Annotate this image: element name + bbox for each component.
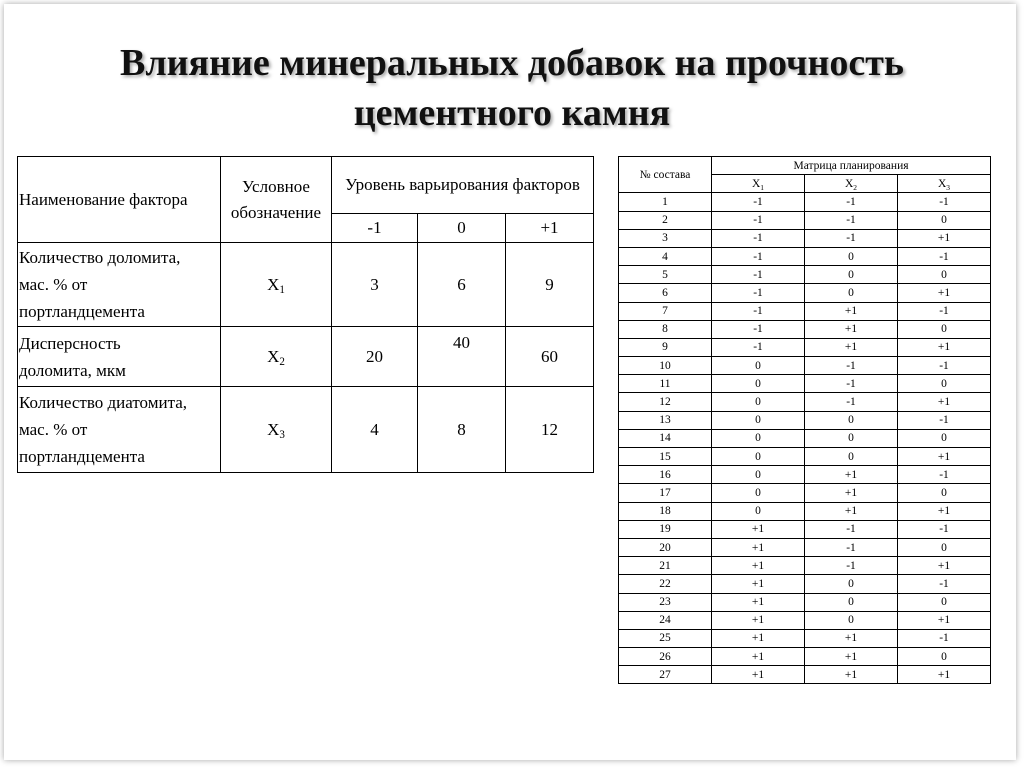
matrix-cell-level: +1 — [712, 648, 805, 666]
matrix-cell-num: 17 — [619, 484, 712, 502]
factor-name-line: портландцемента — [19, 447, 145, 466]
matrix-cell-level: +1 — [712, 593, 805, 611]
matrix-cell-level: +1 — [712, 666, 805, 684]
matrix-cell-level: +1 — [898, 393, 991, 411]
matrix-cell-level: 0 — [712, 375, 805, 393]
matrix-cell-level: -1 — [805, 357, 898, 375]
matrix-row — [619, 211, 991, 229]
matrix-cell-level: +1 — [712, 557, 805, 575]
matrix-row — [619, 229, 991, 247]
factor-name — [18, 243, 221, 327]
matrix-cell-level: -1 — [898, 193, 991, 211]
matrix-cell-level: -1 — [898, 575, 991, 593]
matrix-row — [619, 357, 991, 375]
matrix-header-num: № состава — [619, 157, 712, 193]
factors-row — [18, 327, 594, 387]
matrix-row — [619, 648, 991, 666]
factor-symbol — [221, 327, 332, 387]
matrix-cell-level: -1 — [805, 557, 898, 575]
matrix-cell-level: 0 — [805, 429, 898, 447]
matrix-cell-level: -1 — [898, 629, 991, 647]
matrix-row — [619, 448, 991, 466]
matrix-cell-level: 0 — [712, 393, 805, 411]
matrix-cell-level: +1 — [805, 466, 898, 484]
slide-title — [0, 38, 1024, 138]
factors-header-levels: Уровень варьирования факторов — [332, 157, 594, 214]
matrix-cell-level: 0 — [805, 611, 898, 629]
slide-title-line1: Влияние минеральных добавок на прочность — [119, 42, 905, 84]
matrix-cell-level: +1 — [712, 575, 805, 593]
matrix-row — [619, 575, 991, 593]
factor-symbol-letter: X — [267, 346, 280, 366]
matrix-cell-level: 0 — [898, 429, 991, 447]
matrix-row — [619, 484, 991, 502]
factor-name — [18, 327, 221, 387]
factor-value: 12 — [506, 387, 594, 473]
factor-symbol — [221, 243, 332, 327]
matrix-row — [619, 375, 991, 393]
matrix-cell-level: 0 — [805, 448, 898, 466]
matrix-var-letter: X — [844, 177, 854, 190]
matrix-cell-level: -1 — [712, 338, 805, 356]
matrix-cell-level: -1 — [805, 520, 898, 538]
factors-row — [18, 387, 594, 473]
factor-name-line: доломита, мкм — [19, 360, 126, 380]
matrix-cell-level: +1 — [898, 611, 991, 629]
matrix-header-title: Матрица планирования — [712, 157, 991, 175]
matrix-cell-level: -1 — [898, 520, 991, 538]
matrix-cell-num: 6 — [619, 284, 712, 302]
matrix-cell-level: 0 — [898, 320, 991, 338]
matrix-cell-level: +1 — [805, 320, 898, 338]
matrix-cell-level: -1 — [805, 211, 898, 229]
factor-value: 6 — [418, 243, 506, 327]
matrix-cell-level: 0 — [898, 648, 991, 666]
matrix-row — [619, 302, 991, 320]
factor-name-line: Дисперсность — [19, 333, 121, 353]
matrix-cell-level: -1 — [712, 302, 805, 320]
matrix-cell-level: -1 — [712, 284, 805, 302]
matrix-row — [619, 247, 991, 265]
matrix-cell-level: -1 — [712, 211, 805, 229]
factor-name — [18, 387, 221, 473]
matrix-var-letter: X — [751, 177, 761, 190]
matrix-row — [619, 557, 991, 575]
matrix-row — [619, 411, 991, 429]
level-plus1: +1 — [506, 214, 594, 243]
matrix-var — [805, 175, 898, 193]
matrix-var — [712, 175, 805, 193]
factors-header-row — [18, 157, 594, 214]
factor-name-line: Количество диатомита, — [19, 393, 188, 412]
matrix-cell-num: 5 — [619, 266, 712, 284]
matrix-row — [619, 266, 991, 284]
matrix-cell-level: 0 — [898, 593, 991, 611]
matrix-cell-level: 0 — [805, 575, 898, 593]
matrix-cell-level: +1 — [712, 629, 805, 647]
matrix-cell-level: +1 — [712, 538, 805, 556]
matrix-cell-level: +1 — [898, 666, 991, 684]
factors-header-name: Наименование фактора — [18, 157, 221, 243]
matrix-cell-level: +1 — [898, 448, 991, 466]
matrix-cell-level: -1 — [805, 375, 898, 393]
factors-row — [18, 243, 594, 327]
matrix-cell-num: 21 — [619, 557, 712, 575]
matrix-cell-level: +1 — [898, 557, 991, 575]
matrix-cell-level: 0 — [898, 266, 991, 284]
level-minus1: -1 — [332, 214, 418, 243]
matrix-header-row — [619, 157, 991, 175]
matrix-cell-level: -1 — [898, 302, 991, 320]
matrix-cell-level: -1 — [712, 229, 805, 247]
matrix-cell-level: 0 — [712, 502, 805, 520]
matrix-cell-num: 12 — [619, 393, 712, 411]
matrix-cell-level: +1 — [898, 338, 991, 356]
matrix-cell-level: +1 — [805, 629, 898, 647]
matrix-cell-level: +1 — [805, 338, 898, 356]
matrix-cell-num: 4 — [619, 247, 712, 265]
matrix-cell-level: 0 — [805, 284, 898, 302]
matrix-row — [619, 502, 991, 520]
factor-symbol — [221, 387, 332, 473]
matrix-row — [619, 429, 991, 447]
matrix-body — [619, 193, 991, 684]
factor-value: 40 — [418, 327, 506, 387]
matrix-cell-num: 23 — [619, 593, 712, 611]
matrix-cell-level: -1 — [805, 538, 898, 556]
matrix-cell-level: +1 — [805, 484, 898, 502]
matrix-cell-num: 9 — [619, 338, 712, 356]
factor-name-line: портландцемента — [19, 302, 145, 321]
matrix-cell-level: 0 — [898, 538, 991, 556]
matrix-row — [619, 538, 991, 556]
matrix-cell-level: -1 — [898, 247, 991, 265]
factor-name-line: мас. % от — [19, 420, 88, 439]
matrix-cell-level: -1 — [712, 247, 805, 265]
matrix-cell-num: 2 — [619, 211, 712, 229]
matrix-cell-level: -1 — [712, 320, 805, 338]
factor-symbol-letter: X — [267, 419, 280, 439]
matrix-cell-level: -1 — [805, 393, 898, 411]
factor-value: 8 — [418, 387, 506, 473]
level-zero: 0 — [418, 214, 506, 243]
matrix-cell-num: 16 — [619, 466, 712, 484]
matrix-row — [619, 593, 991, 611]
matrix-cell-num: 26 — [619, 648, 712, 666]
matrix-cell-num: 18 — [619, 502, 712, 520]
matrix-cell-level: -1 — [712, 193, 805, 211]
matrix-row — [619, 666, 991, 684]
matrix-row — [619, 466, 991, 484]
factor-name-line: Количество доломита, — [19, 248, 181, 267]
factors-header-cond — [221, 157, 332, 243]
factor-value: 4 — [332, 387, 418, 473]
factor-symbol-index: 1 — [279, 283, 285, 296]
matrix-cell-num: 13 — [619, 411, 712, 429]
matrix-cell-level: +1 — [805, 302, 898, 320]
factor-value: 20 — [332, 327, 418, 387]
matrix-row — [619, 193, 991, 211]
matrix-var — [898, 175, 991, 193]
factors-header-cond-line2: обозначение — [230, 202, 322, 222]
matrix-row — [619, 520, 991, 538]
matrix-var-index: 1 — [760, 182, 765, 192]
matrix-cell-level: 0 — [712, 484, 805, 502]
factor-symbol-index: 3 — [279, 428, 285, 441]
matrix-cell-level: 0 — [898, 375, 991, 393]
matrix-cell-num: 22 — [619, 575, 712, 593]
matrix-cell-level: -1 — [898, 466, 991, 484]
matrix-var-letter: X — [937, 177, 947, 190]
matrix-cell-num: 11 — [619, 375, 712, 393]
matrix-cell-level: -1 — [898, 411, 991, 429]
matrix-cell-level: 0 — [805, 247, 898, 265]
factor-name-line: мас. % от — [19, 275, 88, 294]
factor-value: 3 — [332, 243, 418, 327]
matrix-cell-num: 20 — [619, 538, 712, 556]
matrix-cell-num: 8 — [619, 320, 712, 338]
matrix-cell-level: +1 — [712, 611, 805, 629]
matrix-cell-level: 0 — [712, 466, 805, 484]
factor-value: 60 — [506, 327, 594, 387]
matrix-cell-level: 0 — [898, 211, 991, 229]
slide-title-line2: цементного камня — [353, 92, 671, 134]
matrix-cell-level: 0 — [898, 484, 991, 502]
matrix-row — [619, 629, 991, 647]
matrix-cell-level: +1 — [898, 229, 991, 247]
matrix-cell-level: 0 — [712, 448, 805, 466]
factor-value: 9 — [506, 243, 594, 327]
matrix-cell-num: 15 — [619, 448, 712, 466]
matrix-cell-level: 0 — [712, 429, 805, 447]
matrix-row — [619, 284, 991, 302]
matrix-row — [619, 611, 991, 629]
matrix-cell-level: +1 — [805, 648, 898, 666]
matrix-cell-num: 25 — [619, 629, 712, 647]
matrix-cell-level: -1 — [805, 229, 898, 247]
matrix-var-index: 2 — [853, 182, 858, 192]
factor-symbol-letter: X — [267, 274, 280, 294]
matrix-cell-num: 19 — [619, 520, 712, 538]
matrix-cell-level: -1 — [712, 266, 805, 284]
planning-matrix-table — [618, 156, 991, 684]
matrix-cell-num: 10 — [619, 357, 712, 375]
matrix-cell-level: +1 — [898, 284, 991, 302]
matrix-row — [619, 320, 991, 338]
factor-symbol-index: 2 — [279, 355, 285, 368]
matrix-row — [619, 338, 991, 356]
matrix-cell-level: +1 — [712, 520, 805, 538]
matrix-cell-num: 7 — [619, 302, 712, 320]
matrix-cell-level: +1 — [805, 502, 898, 520]
matrix-cell-num: 24 — [619, 611, 712, 629]
matrix-cell-level: -1 — [805, 193, 898, 211]
factors-table — [17, 156, 594, 473]
matrix-cell-level: -1 — [898, 357, 991, 375]
matrix-cell-level: 0 — [805, 593, 898, 611]
matrix-cell-num: 14 — [619, 429, 712, 447]
matrix-cell-level: +1 — [898, 502, 991, 520]
matrix-cell-level: 0 — [712, 411, 805, 429]
matrix-var-index: 3 — [946, 182, 951, 192]
matrix-row — [619, 393, 991, 411]
matrix-cell-num: 1 — [619, 193, 712, 211]
matrix-cell-num: 3 — [619, 229, 712, 247]
matrix-cell-level: 0 — [805, 411, 898, 429]
matrix-cell-level: 0 — [712, 357, 805, 375]
matrix-cell-level: +1 — [805, 666, 898, 684]
matrix-cell-num: 27 — [619, 666, 712, 684]
factors-header-cond-line1: Условное — [242, 176, 310, 196]
matrix-cell-level: 0 — [805, 266, 898, 284]
